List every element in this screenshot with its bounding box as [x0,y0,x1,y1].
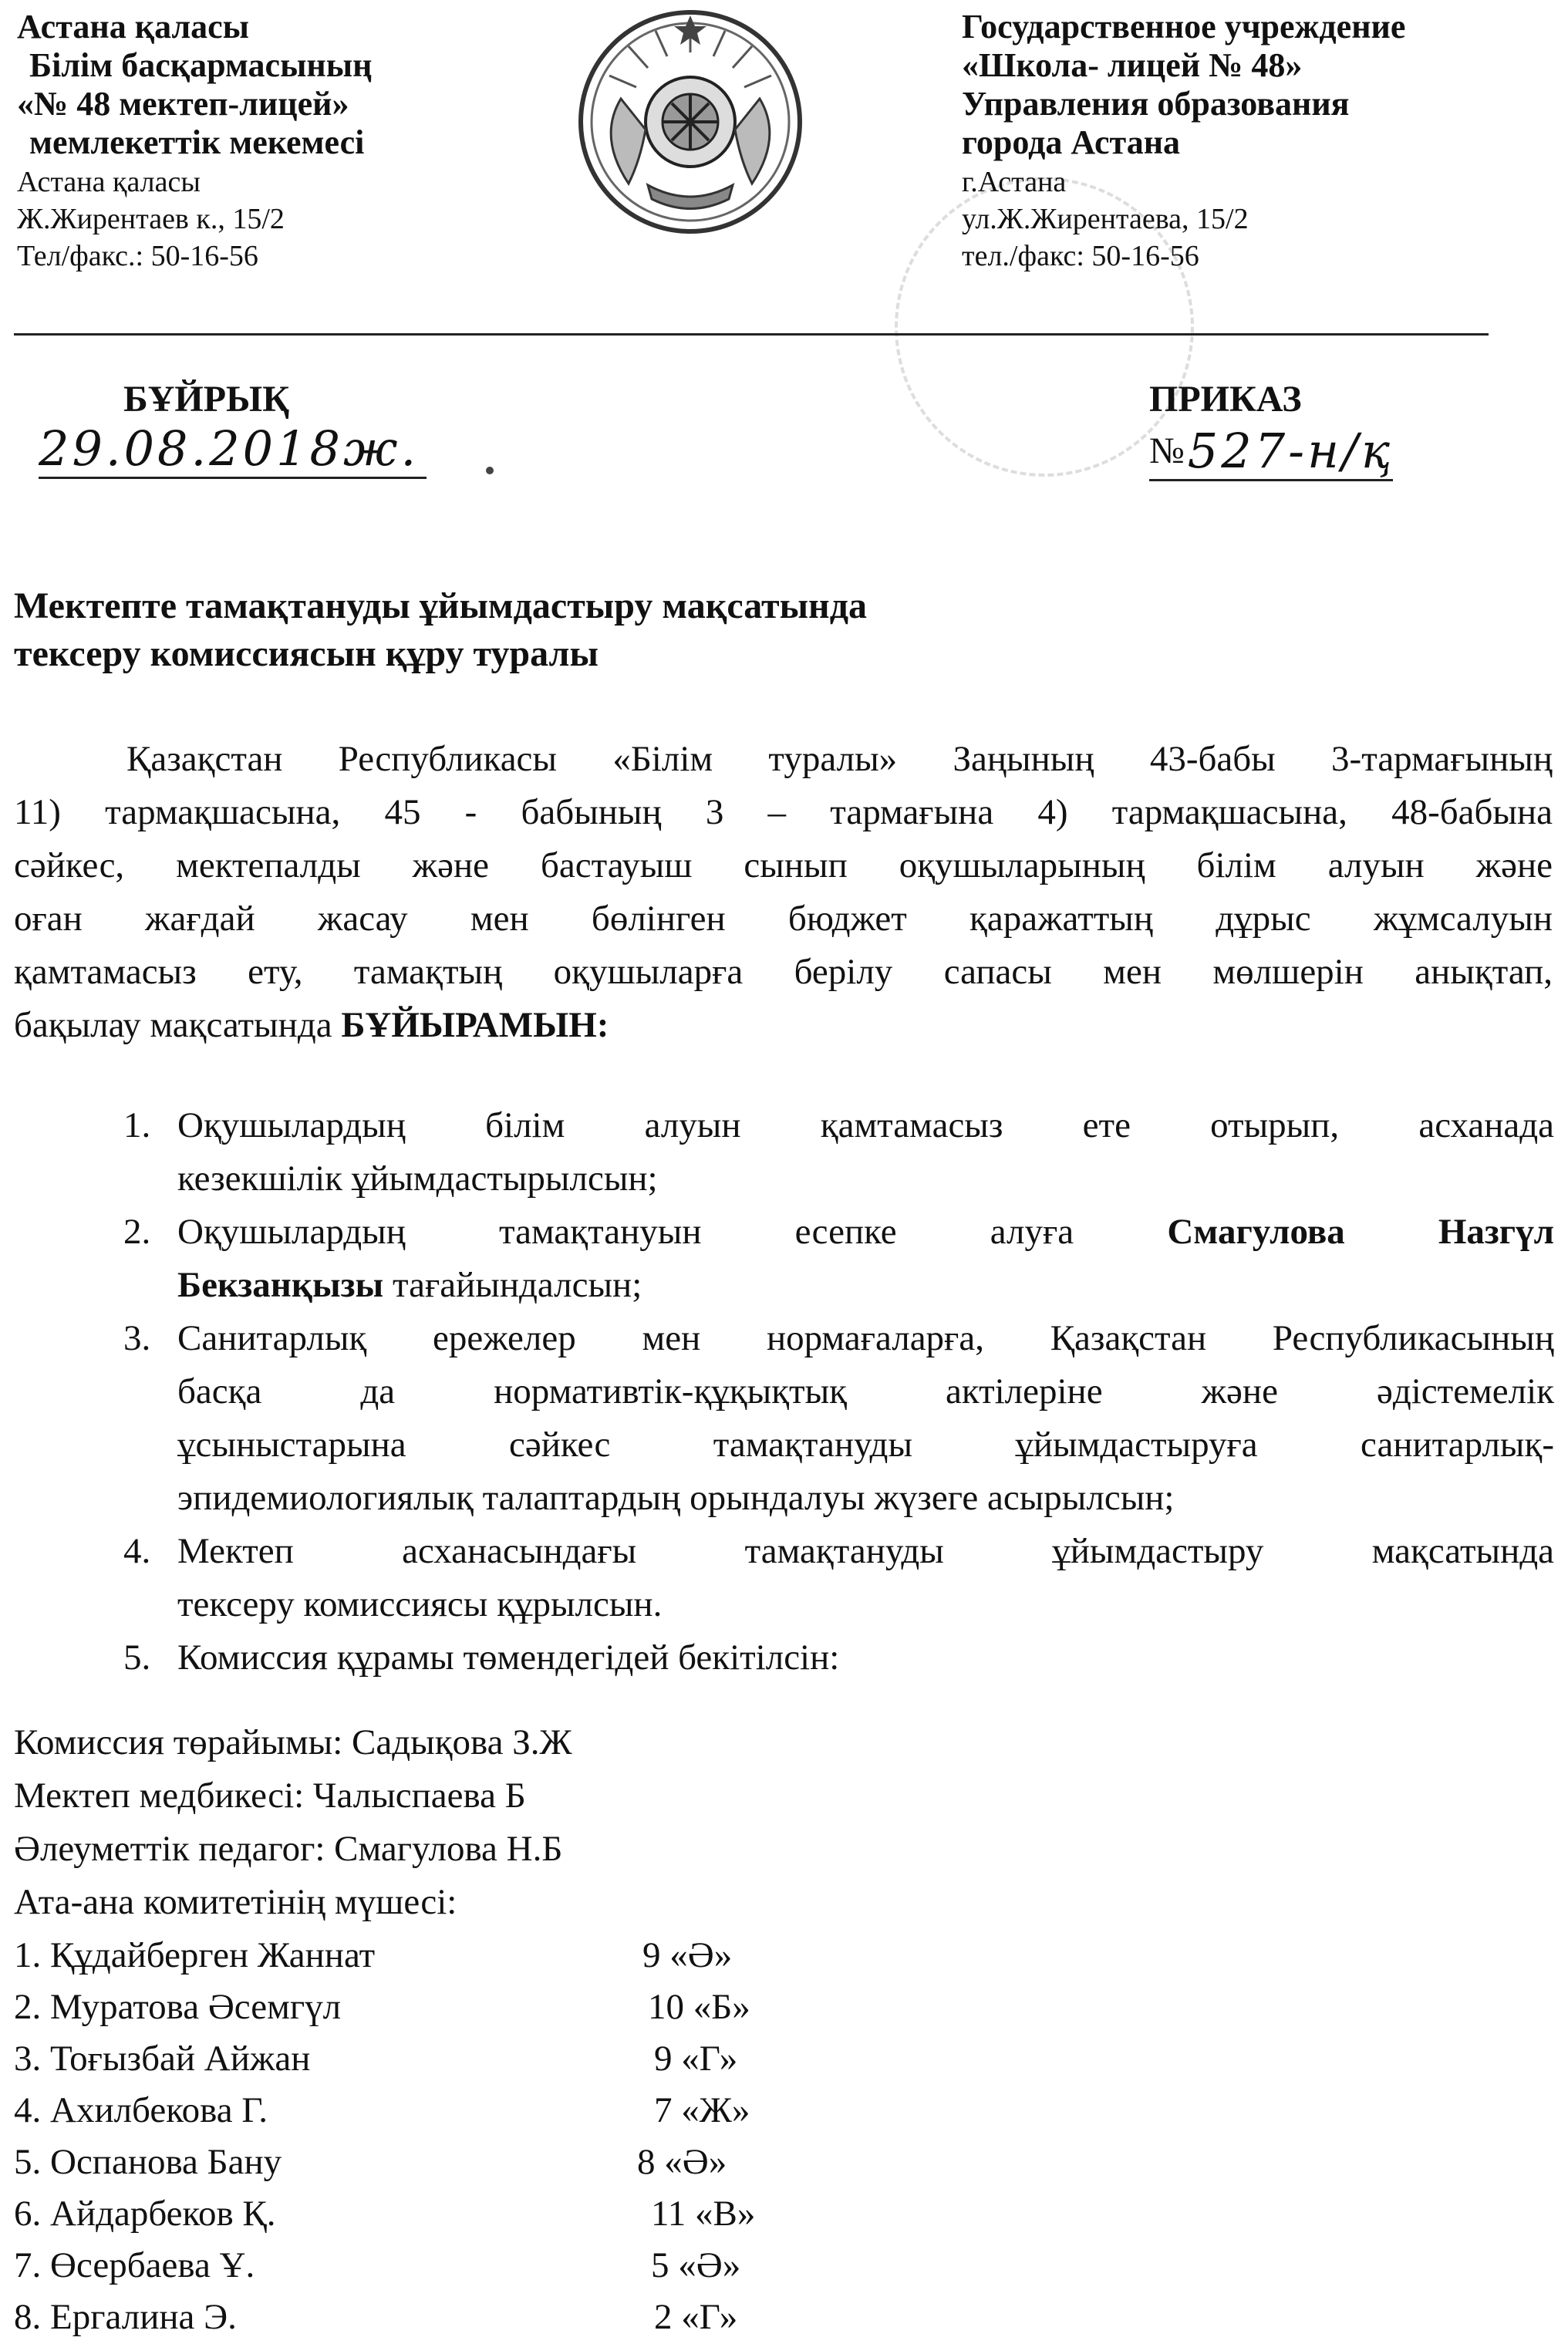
order-item-line: Комиссия құрамы төмендегідей бекітілсін: [177,1637,840,1678]
order-item-line: тексеру комиссиясы құрылсын. [177,1584,663,1624]
member-class: 11 «В» [651,2194,756,2234]
preamble [14,733,1553,1052]
header-kz-line2: Білім басқармасының [29,46,373,84]
preamble-line: Қазақстан Республикасы «Білім туралы» Заңының 43-бабы 3-тармағының [126,739,1553,779]
header-divider [14,333,1489,336]
state-emblem-icon [575,6,806,238]
order-title-kz: БҰЙРЫҚ [123,379,289,420]
order-item [123,1312,1554,1525]
member-class: 7 «Ж» [654,2090,750,2130]
order-item-line [177,1206,1554,1259]
order-subject [14,582,867,678]
header-ru-address-street: ул.Ж.Жирентаева, 15/2 [962,203,1249,235]
header-ru-line4: города Астана [962,123,1181,161]
header-kz-line4: мемлекеттік мекемесі [29,123,365,161]
member-row [14,2291,862,2342]
member-name: 5. Оспанова Бану [14,2142,282,2182]
order-item-number: 3. [123,1318,151,1358]
header-ru-phone: тел./факс: 50-16-56 [962,240,1199,272]
member-row [14,2187,862,2239]
member-class: 9 «Ә» [642,1935,733,1975]
member-row [14,2239,862,2291]
member-name: 1. Құдайберген Жаннат [14,1935,376,1975]
order-item-line [177,1259,1554,1312]
member-row [14,2136,862,2187]
header-kz-line3: «№ 48 мектеп-лицей» [17,85,349,123]
member-row [14,1981,862,2032]
ink-dot [486,467,494,474]
member-class: 5 «Ә» [651,2245,741,2285]
preamble-line: сәйкес, мектепалды және бастауыш сынып оқушыларының білім алуын және [14,845,1553,885]
preamble-line: 11) тармақшасына, 45 - бабының 3 – тармағына 4) тармақшасына, 48-бабына [14,792,1553,832]
member-name: 3. Тоғызбай Айжан [14,2039,311,2079]
order-item [123,1099,1554,1206]
header-kz-address-city: Астана қаласы [17,166,201,198]
order-item [123,1206,1554,1312]
member-name: 8. Ергалина Э. [14,2297,237,2337]
commission [14,1716,572,1929]
commission-parents-label: Ата-ана комитетінің мүшесі: [14,1882,457,1922]
member-class: 2 «Г» [654,2297,738,2337]
subject-line-1: Мектепте тамақтануды ұйымдастыру мақсатында [14,585,867,626]
order-item-line: Мектеп асханасындағы тамақтануды ұйымдастыру мақсатында [177,1531,1554,1571]
member-row [14,2084,862,2136]
header-kz-line1: Астана қаласы [17,8,250,46]
order-item [123,1525,1554,1631]
member-name: 7. Өсербаева Ұ. [14,2245,255,2285]
order-item-person: Бекзанқызы [177,1265,384,1305]
commission-social-pedagogue: Әлеуметтік педагог: Смагулова Н.Б [14,1829,563,1869]
order-number-handwritten: 527-н/қ [1187,423,1394,479]
member-class: 9 «Г» [654,2039,738,2079]
member-name: 2. Муратова Әсемгүл [14,1987,342,2027]
order-item-line: кезекшілік ұйымдастырылсын; [177,1159,658,1199]
subject-line-2: тексеру комиссиясын құру туралы [14,633,599,674]
order-date-handwritten: 29.08.2018ж. [39,420,427,479]
header-ru-line3: Управления образования [962,85,1350,123]
member-name: 4. Ахилбекова Г. [14,2090,268,2130]
preamble-line [14,999,1553,1052]
order-item-line: ұсыныстарына сәйкес тамақтануды ұйымдастыруға санитарлық- [177,1425,1554,1465]
header-ru [962,8,1405,275]
header-ru-line1: Государственное учреждение [962,8,1406,46]
commission-chair: Комиссия төрайымы: Садықова З.Ж [14,1722,572,1762]
header-kz-phone: Тел/факс.: 50-16-56 [17,240,258,272]
members-list [14,1929,862,2342]
header-kz [17,8,373,275]
member-class: 10 «Б» [648,1987,750,2027]
order-item-person: Смагулова Назгүл [1167,1212,1555,1252]
order-item-line: Оқушылардың білім алуын қамтамасыз ете отырып, асханада [177,1105,1554,1145]
order-number [1149,423,1393,481]
preamble-text: бақылау мақсатында [14,1005,342,1045]
preamble-line: қамтамасыз ету, тамақтың оқушыларға берілу сапасы мен мөлшерін анықтап, [14,952,1553,992]
header-ru-address-city: г.Астана [962,166,1067,198]
order-item-line: Санитарлық ережелер мен нормағаларға, Қазақстан Республикасының [177,1318,1554,1358]
order-item-number: 2. [123,1212,151,1252]
preamble-order-word: БҰЙЫРАМЫН: [341,1005,609,1045]
order-item-number: 5. [123,1637,151,1678]
member-class: 8 «Ә» [637,2142,727,2182]
commission-nurse: Мектеп медбикесі: Чалыспаева Б [14,1776,526,1816]
order-item-line: басқа да нормативтік-құқықтық актілеріне және әдістемелік [177,1371,1554,1411]
header-kz-address-street: Ж.Жирентаев к., 15/2 [17,203,285,235]
order-item-number: 1. [123,1105,151,1145]
preamble-line: оған жағдай жасау мен бөлінген бюджет қаражаттың дұрыс жұмсалуын [14,899,1553,939]
order-number-prefix: № [1149,430,1185,471]
orders-list [123,1099,1554,1685]
order-item [123,1631,1554,1685]
order-item-number: 4. [123,1531,151,1571]
member-name: 6. Айдарбеков Қ. [14,2194,276,2234]
order-title-ru: ПРИКАЗ [1149,379,1302,420]
order-item-line: эпидемиологиялық талаптардың орындалуы жүзеге асырылсын; [177,1478,1175,1518]
order-item-text: Оқушылардың тамақтануын есепке алуға [177,1212,1168,1252]
member-row [14,1929,862,1981]
member-row [14,2032,862,2084]
order-item-text: тағайындалсын; [383,1265,642,1305]
header-ru-line2: «Школа- лицей № 48» [962,46,1303,84]
